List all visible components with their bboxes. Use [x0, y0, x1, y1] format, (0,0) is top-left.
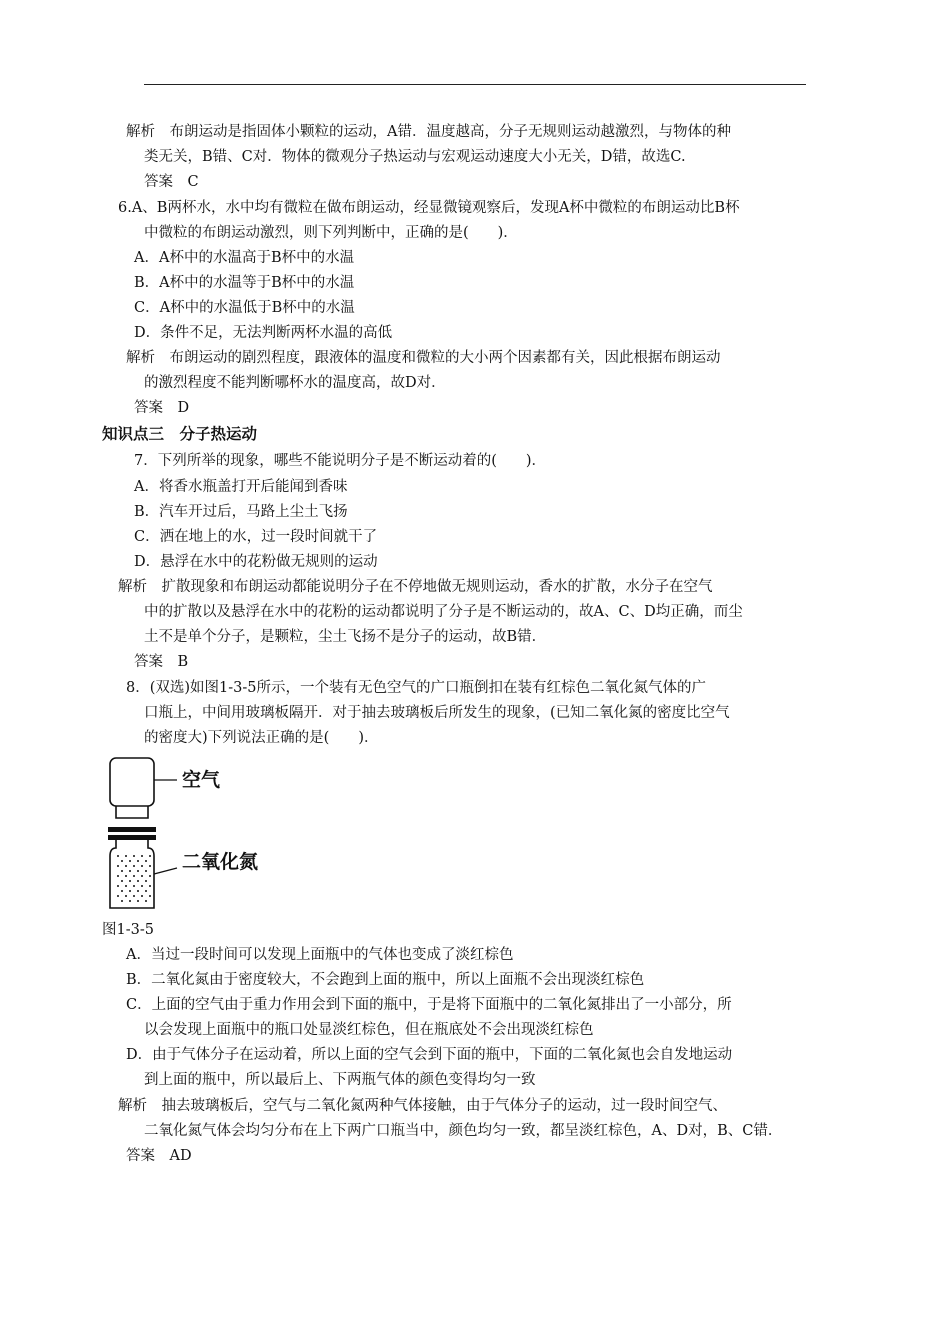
air-label: 空气: [182, 769, 221, 791]
answer-7: 答案 B: [134, 654, 189, 670]
option-6c: C．A杯中的水温低于B杯中的水温: [134, 300, 355, 316]
option-8b: B．二氧化氮由于密度较大，不会跑到上面的瓶中，所以上面瓶不会出现淡红棕色: [126, 972, 645, 988]
figure-1-3-5: [102, 756, 302, 916]
answer-6: 答案 D: [134, 400, 190, 416]
no2-pointer: [154, 868, 177, 874]
analysis-7-line-3: 土不是单个分子，是颗粒，尘土飞扬不是分子的运动，故B错．: [144, 629, 547, 645]
analysis-5-line-1: 解析 布朗运动是指固体小颗粒的运动，A错．温度越高，分子无规则运动越激烈，与物体的种: [126, 124, 731, 140]
option-6d: D．条件不足，无法判断两杯水温的高低: [134, 325, 393, 341]
analysis-7-line-1: 解析 扩散现象和布朗运动都能说明分子在不停地做无规则运动，香水的扩散，水分子在空气: [118, 579, 713, 595]
lower-bottle: [110, 840, 154, 908]
option-8c-line-1: C．上面的空气由于重力作用会到下面的瓶中，于是将下面瓶中的二氧化氮排出了一小部分，所: [126, 997, 732, 1013]
option-8c-line-2: 以会发现上面瓶中的瓶口处显淡红棕色，但在瓶底处不会出现淡红棕色: [144, 1022, 594, 1038]
analysis-7-line-2: 中的扩散以及悬浮在水中的花粉的运动都说明了分子是不断运动的，故A、C、D均正确，而尘: [144, 604, 743, 620]
analysis-6-line-2: 的激烈程度不能判断哪杯水的温度高，故D对．: [144, 375, 446, 391]
option-8a: A．当过一段时间可以发现上面瓶中的气体也变成了淡红棕色: [126, 947, 514, 963]
analysis-8-line-1: 解析 抽去玻璃板后，空气与二氧化氮两种气体接触，由于气体分子的运动，过一段时间空气、: [118, 1098, 727, 1114]
glass-plate: [108, 827, 156, 832]
option-7b: B．汽车开过后，马路上尘土飞扬: [134, 504, 348, 520]
section-heading: 知识点三 分子热运动: [102, 425, 258, 443]
option-7c: C．洒在地上的水，过一段时间就干了: [134, 529, 378, 545]
answer-8: 答案 AD: [126, 1148, 192, 1164]
option-6a: A．A杯中的水温高于B杯中的水温: [134, 250, 355, 266]
question-8-line-1: 8．(双选)如图1-3-5所示，一个装有无色空气的广口瓶倒扣在装有红棕色二氧化氮气体的广: [126, 680, 707, 696]
option-8d-line-2: 到上面的瓶中，所以最后上、下两瓶气体的颜色变得均匀一致: [144, 1072, 536, 1088]
question-6-line-2: 中微粒的布朗运动激烈，则下列判断中，正确的是( )．: [144, 225, 518, 241]
no2-label: 二氧化氮: [182, 851, 259, 873]
option-7d: D．悬浮在水中的花粉做无规则的运动: [134, 554, 378, 570]
question-8-line-3: 的密度大)下列说法正确的是( )．: [144, 730, 379, 746]
figure-caption: 图1-3-5: [102, 922, 154, 938]
question-8-line-2: 口瓶上，中间用玻璃板隔开．对于抽去玻璃板后所发生的现象，(已知二氧化氮的密度比空气: [144, 705, 730, 721]
analysis-6-line-1: 解析 布朗运动的剧烈程度，跟液体的温度和微粒的大小两个因素都有关，因此根据布朗运动: [126, 350, 721, 366]
header-rule: [144, 84, 806, 85]
question-6-line-1: 6.A、B两杯水，水中均有微粒在做布朗运动，经显微镜观察后，发现A杯中微粒的布朗运动比B杯: [118, 200, 740, 216]
analysis-8-line-2: 二氧化氮气体会均匀分布在上下两广口瓶当中，颜色均匀一致，都呈淡红棕色，A、D对，B、C错．: [144, 1123, 783, 1139]
glass-plate-lower: [108, 835, 156, 840]
nitrogen-dioxide-dots: [117, 855, 151, 902]
question-7: 7．下列所举的现象，哪些不能说明分子是不断运动着的( )．: [134, 453, 547, 469]
upper-bottle: [110, 758, 154, 818]
option-6b: B．A杯中的水温等于B杯中的水温: [134, 275, 355, 291]
option-8d-line-1: D．由于气体分子在运动着，所以上面的空气会到下面的瓶中，下面的二氧化氮也会自发地运动: [126, 1047, 733, 1063]
option-7a: A．将香水瓶盖打开后能闻到香味: [134, 479, 348, 495]
analysis-5-line-2: 类无关，B错、C对．物体的微观分子热运动与宏观运动速度大小无关，D错，故选C.: [144, 149, 686, 165]
answer-5: 答案 C: [144, 174, 199, 190]
